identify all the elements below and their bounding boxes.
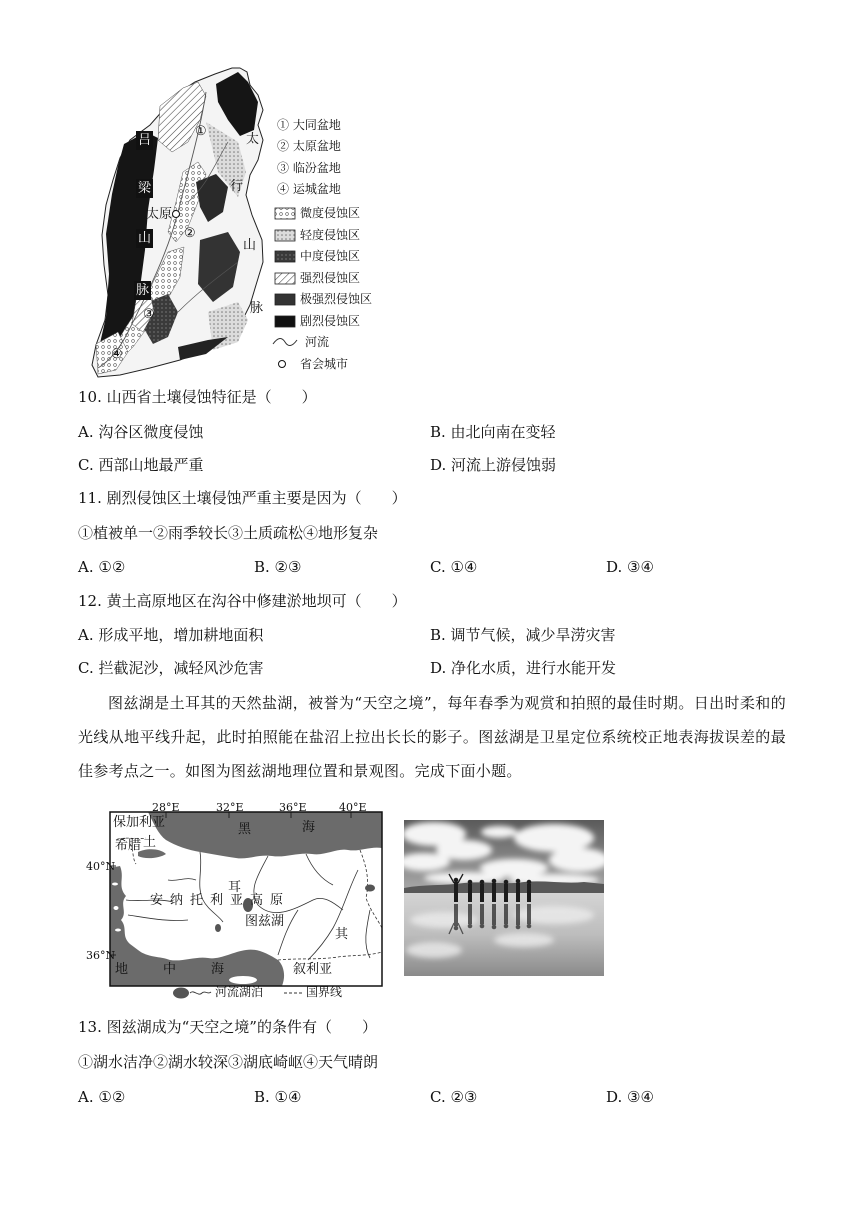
label-bulgaria: 保加利亚 xyxy=(113,815,166,830)
shanxi-map-graphic xyxy=(88,62,268,382)
question-10-option-b: B. 由北向南在变轻 xyxy=(430,423,556,441)
label-tai: 太 xyxy=(246,132,260,147)
question-10-option-c: C. 西部山地最严重 xyxy=(78,456,204,474)
question-10-option-d: D. 河流上游侵蚀弱 xyxy=(430,456,557,474)
label-shan-east: 山 xyxy=(243,238,257,253)
label-basin-2: ② xyxy=(184,226,196,241)
label-lv: 吕 xyxy=(137,133,151,148)
cyprus-island xyxy=(229,976,257,984)
reading-passage: 图兹湖是土耳其的天然盐湖，被誉为“天空之境”，每年春季为观赏和拍照的最佳时期。日出时柔和的光线从地平线升起，此时拍照能在盐沼上拉出长长的影子。图兹湖是卫星定位系统校正地表海拔误差的最佳参考点之一。如图为图兹湖地理位置和景观图。完成下面小题。 xyxy=(78,694,786,780)
longitude-36e: 36°E xyxy=(279,801,307,814)
island xyxy=(112,883,118,886)
question-10-stem: 10. 山西省土壤侵蚀特征是（ ） xyxy=(78,388,317,406)
legend-basin-2: ② 太原盆地 xyxy=(277,139,341,153)
label-greece: 希腊 xyxy=(115,838,142,853)
legend-river-symbol xyxy=(273,338,297,345)
longitude-32e: 32°E xyxy=(216,801,244,814)
question-13-statements: ①湖水洁净②湖水较深③湖底崎岖④天气晴朗 xyxy=(78,1053,379,1071)
label-basin-4: ④ xyxy=(111,347,123,362)
legend-erosion-medium: 中度侵蚀区 xyxy=(300,249,361,263)
question-11-statements: ①植被单一②雨季较长③土质疏松④地形复杂 xyxy=(78,524,379,542)
legend-erosion-light: 轻度侵蚀区 xyxy=(300,228,361,242)
legend-swatch-vstrong xyxy=(275,294,295,305)
legend-swatch-severe xyxy=(275,316,295,327)
label-syria: 叙利亚 xyxy=(293,962,333,977)
island xyxy=(114,906,119,910)
lake xyxy=(215,924,221,932)
legend-river: 河流 xyxy=(305,335,330,349)
label-black-sea-1: 黑 xyxy=(238,822,252,837)
taiyuan-city-marker xyxy=(173,211,180,218)
question-13-option-d: D. ③④ xyxy=(606,1088,654,1106)
label-qi: 其 xyxy=(335,927,349,942)
legend-rivers-lakes: 河流湖泊 xyxy=(215,985,264,999)
shanxi-erosion-map xyxy=(88,62,268,382)
label-liang: 梁 xyxy=(137,181,151,196)
legend-swatch-light xyxy=(275,230,295,241)
label-mai-west: 脉 xyxy=(135,283,149,298)
legend-swatch-micro xyxy=(275,208,295,219)
legend-erosion-severe: 剧烈侵蚀区 xyxy=(300,314,361,328)
legend-city: 省会城市 xyxy=(300,357,349,371)
question-12-option-c: C. 拦截泥沙，减轻风沙危害 xyxy=(78,659,264,677)
question-12-option-d: D. 净化水质，进行水能开发 xyxy=(430,659,617,677)
legend-border-symbol xyxy=(283,985,303,999)
legend-basin-4: ④ 运城盆地 xyxy=(277,182,341,196)
question-13-option-a: A. ①② xyxy=(78,1088,126,1106)
label-anatolian-plateau: 安纳托利亚高原 xyxy=(150,893,291,908)
label-basin-1: ① xyxy=(195,124,207,139)
question-11-option-c: C. ①④ xyxy=(430,558,478,576)
question-11-option-d: D. ③④ xyxy=(606,558,654,576)
question-12-option-a: A. 形成平地，增加耕地面积 xyxy=(78,626,264,644)
label-basin-3: ③ xyxy=(143,307,155,322)
label-mai-east: 脉 xyxy=(250,301,264,316)
label-tuz-lake: 图兹湖 xyxy=(245,914,285,929)
label-tu: 土 xyxy=(143,835,157,850)
question-12-option-b: B. 调节气候，减少旱涝灾害 xyxy=(430,626,616,644)
question-10-option-a: A. 沟谷区微度侵蚀 xyxy=(78,423,204,441)
legend-erosion-vstrong: 极强烈侵蚀区 xyxy=(300,292,373,306)
label-hang: 行 xyxy=(230,179,244,194)
longitude-40e: 40°E xyxy=(339,801,367,814)
label-black-sea-2: 海 xyxy=(302,820,316,835)
label-er: 耳 xyxy=(228,880,242,895)
island xyxy=(115,929,121,932)
question-13-option-b: B. ①④ xyxy=(254,1088,302,1106)
legend-swatch-medium xyxy=(275,251,295,262)
latitude-36n: 36°N xyxy=(86,949,116,962)
legend-lake-river-symbol xyxy=(172,985,212,999)
lake xyxy=(365,885,375,892)
question-11-stem: 11. 剧烈侵蚀区土壤侵蚀严重主要是因为（ ） xyxy=(78,489,407,507)
latitude-40n: 40°N xyxy=(86,860,116,873)
question-11-option-b: B. ②③ xyxy=(254,558,302,576)
question-13-option-c: C. ②③ xyxy=(430,1088,478,1106)
legend-symbols xyxy=(272,205,298,375)
landscape-photo-graphic xyxy=(404,820,604,976)
label-mediterranean: 地中海 xyxy=(115,962,260,977)
legend-border: 国界线 xyxy=(306,985,343,999)
legend-basin-1: ① 大同盆地 xyxy=(277,118,341,132)
legend-city-symbol xyxy=(279,361,286,368)
longitude-28e: 28°E xyxy=(152,801,180,814)
label-shan-west: 山 xyxy=(137,231,151,246)
legend-erosion-strong: 强烈侵蚀区 xyxy=(300,271,361,285)
tuz-lake-photo xyxy=(404,820,604,976)
question-11-option-a: A. ①② xyxy=(78,558,126,576)
legend-swatch-strong xyxy=(275,273,295,284)
legend-basin-3: ③ 临汾盆地 xyxy=(277,161,341,175)
question-13-stem: 13. 图兹湖成为“天空之境”的条件有（ ） xyxy=(78,1018,377,1036)
question-12-stem: 12. 黄土高原地区在沟谷中修建淤地坝可（ ） xyxy=(78,592,407,610)
label-taiyuan: 太原 xyxy=(146,207,173,222)
legend-erosion-micro: 微度侵蚀区 xyxy=(300,206,361,220)
